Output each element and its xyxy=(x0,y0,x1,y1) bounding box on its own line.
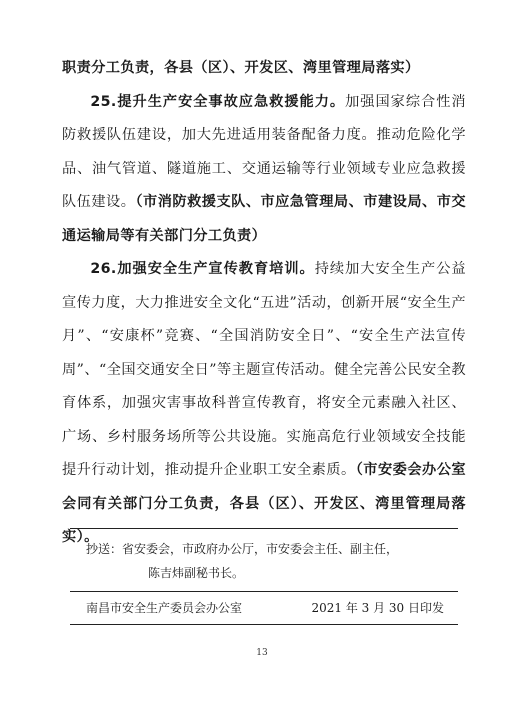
item-26-text: 持续加大安全生产公益宣传力度，大力推进安全文化“五进”活动，创新开展“安全生产月”、“安康杯”竞赛、“全国消防安全日”、“安全生产法宣传周”、“全国交通安全日”等主题宣传活动。健全完善公民安全教育体系，加强灾害事故科普宣传教育，将安全元素融入社区、广场、乡村服务场所等公共设施。实施高危行业领域安全技能提升行动计划，推动提升企业职工安全素质。 xyxy=(62,261,466,478)
document-footer xyxy=(70,528,458,625)
page-number: 13 xyxy=(256,648,268,658)
item-26-responsible: （市安委会办公室会同有关部门分工负责，各县（区）、开发区、湾里管理局落实）。 xyxy=(62,462,466,545)
item-25-text: 加强国家综合性消防救援队伍建设，加大先进适用装备配备力度。推动危险化学品、油气管道、隧道施工、交通运输等行业领域专业应急救援队伍建设。 xyxy=(62,93,466,210)
item-25-heading: 25.提升生产安全事故应急救援能力。 xyxy=(90,93,346,110)
cc-line-1: 抄送：省安委会，市政府办公厅，市安委会主任、副主任， xyxy=(86,542,399,556)
item-25-paragraph xyxy=(62,86,466,254)
issuer-row xyxy=(70,592,458,624)
item-25-responsible: （市消防救援支队、市应急管理局、市建设局、市交通运输局等有关部门分工负责） xyxy=(62,194,466,244)
issuer-name: 南昌市安全生产委员会办公室 xyxy=(86,601,243,615)
footer-bottom-rule xyxy=(70,624,458,625)
document-body xyxy=(62,52,466,555)
item-26-paragraph xyxy=(62,253,466,555)
item-26-heading: 26.加强安全生产宣传教育培训。 xyxy=(90,261,315,277)
issue-date: 2021 年 3 月 30 日印发 xyxy=(311,601,444,615)
cc-list xyxy=(70,529,458,591)
continuation-line: 职责分工负责，各县（区）、开发区、湾里管理局落实） xyxy=(62,60,420,76)
cc-line-2: 陈吉炜副秘书长。 xyxy=(148,566,245,580)
